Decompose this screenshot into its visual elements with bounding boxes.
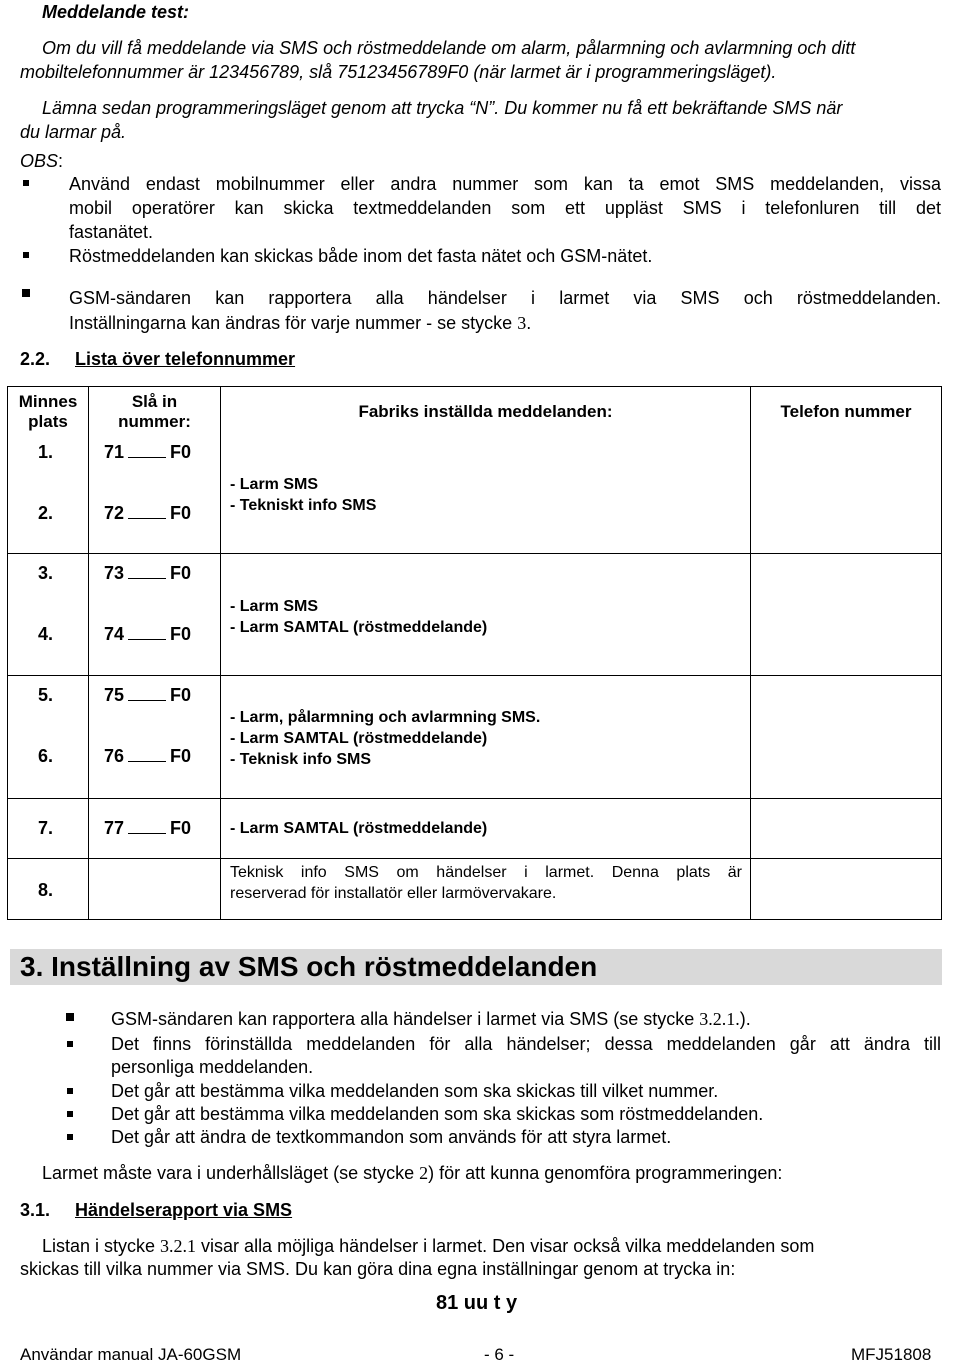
obs-label: [20, 151, 63, 172]
note-text: Larmet måste vara i underhållsläget (se stycke: [42, 1163, 420, 1183]
row-suffix: F0: [170, 503, 192, 523]
message-line: - Larm SMS: [230, 476, 319, 493]
row-position: 8.: [38, 880, 54, 900]
bullet-text: GSM-sändaren kan rapportera alla händelser i larmet via SMS (se stycke: [111, 1009, 700, 1029]
obs-bullet-1-line2: mobil operatörer kan skicka textmeddelanden som ett uppläst SMS i telefonluren till det: [69, 198, 941, 218]
message-line: - Larm, pålarmning och avlarmning SMS.: [230, 709, 541, 726]
section-3-bullet-2-line1: Det finns förinställda meddelanden för alla händelser; dessa meddelanden går att ändra till: [111, 1034, 941, 1054]
bullet-tail: ).: [739, 1009, 751, 1029]
row-position: 5.: [38, 685, 54, 705]
obs-bullet-2: Röstmeddelanden kan skickas både inom det fasta nätet och GSM-nätet.: [69, 246, 653, 266]
obs-bullet-1-line3: fastanätet.: [69, 222, 154, 242]
header-memory-slot: [8, 392, 88, 432]
msg-test-para1-line1: Om du vill få meddelande via SMS och röstmeddelande om alarm, pålarmning och avlarmning och ditt: [42, 38, 856, 58]
message-line: reserverad för installatör eller larmövervakare.: [230, 885, 557, 902]
obs-label-colon: :: [58, 151, 64, 171]
msg-test-para2-line2: du larmar på.: [20, 122, 127, 142]
row-code: 74: [104, 624, 125, 644]
message-line: - Larm SAMTAL (röstmeddelande): [230, 730, 488, 747]
msg-test-para1-line2: mobiltelefonnummer är 123456789, slå 75123456789F0 (när larmet är i programmeringsläget).: [20, 62, 777, 82]
obs-bullet-3-line1: GSM-sändaren kan rapportera alla händelser i larmet via SMS och röstmeddelanden.: [69, 288, 941, 308]
row-code: 73: [104, 563, 125, 583]
message-line: - Tekniskt info SMS: [230, 497, 377, 514]
msg-test-para2-line1: Lämna sedan programmeringsläget genom att trycka “N”. Du kommer nu få ett bekräftande SMS när: [42, 98, 843, 118]
header-memory-slot-line2: plats: [28, 412, 68, 431]
header-dial-in-line1: Slå in: [131, 392, 178, 411]
obs-bullet-3-text: Inställningarna kan ändras för varje nummer - se stycke: [69, 313, 518, 333]
section-3-bullet-1: [111, 1009, 751, 1030]
header-dial-in: [89, 392, 220, 432]
bullet-marker: [23, 180, 29, 186]
command-code: 81 uu t y: [436, 1292, 518, 1314]
row-suffix: F0: [170, 624, 192, 644]
bullet-marker: [23, 252, 29, 258]
row-dial-code: [104, 503, 191, 524]
row-dial-code: [104, 746, 191, 767]
row-suffix: F0: [170, 563, 192, 583]
message-line: - Larm SAMTAL (röstmeddelande): [230, 619, 488, 636]
message-line: - Larm SMS: [230, 598, 319, 615]
row-dial-code: [104, 563, 191, 584]
message-group-1: [230, 474, 376, 516]
section-22-number: 2.2.: [20, 349, 51, 369]
bullet-marker: [66, 1013, 74, 1021]
row-dial-code: [104, 818, 191, 839]
body-text: Listan i stycke: [42, 1236, 161, 1256]
section-3-bullet-3: Det går att bestämma vilka meddelanden som ska skickas till vilket nummer.: [111, 1081, 719, 1101]
section-ref: 3.2.1.: [699, 1009, 740, 1029]
section-ref: 3.2.1: [160, 1236, 197, 1256]
header-dial-in-line2: nummer:: [118, 412, 191, 431]
header-memory-slot-line1: Minnes: [18, 392, 78, 411]
section-31-line2: skickas till vilka nummer via SMS. Du kan göra dina egna inställningar genom at trycka in:: [20, 1259, 736, 1279]
row-position: 6.: [38, 746, 54, 766]
note-text: ) för att kunna genomföra programmeringen:: [428, 1163, 783, 1183]
message-line: Teknisk info SMS om händelser i larmet. Denna plats är: [230, 864, 742, 881]
message-group-4: [230, 818, 487, 839]
row-position: 3.: [38, 563, 54, 583]
obs-bullet-1-line1: Använd endast mobilnummer eller andra nummer som kan ta emot SMS meddelanden, vissa: [69, 174, 941, 194]
header-factory-messages: Fabriks inställda meddelanden:: [358, 402, 613, 421]
row-code: 77: [104, 818, 125, 838]
section-31-line1: [42, 1236, 941, 1257]
row-position: 2.: [38, 503, 54, 523]
footer-manual-title: Användar manual JA-60GSM: [20, 1345, 242, 1364]
section-ref: 3: [517, 313, 527, 333]
row-dial-code: [104, 685, 191, 706]
row-suffix: F0: [170, 442, 192, 462]
row-position: 4.: [38, 624, 54, 644]
body-text: visar alla möjliga händelser i larmet. Den visar också vilka meddelanden som: [196, 1236, 815, 1256]
section-3-bullet-5: Det går att ändra de textkommandon som används för att styra larmet.: [111, 1127, 672, 1147]
bullet-marker: [67, 1088, 73, 1094]
row-dial-code: [104, 624, 191, 645]
row-suffix: F0: [170, 746, 192, 766]
row-code: 71: [104, 442, 125, 462]
section-3-bullet-2-line2: personliga meddelanden.: [111, 1057, 314, 1077]
footer-page-number: - 6 -: [484, 1345, 515, 1364]
obs-bullet-3-line2: [69, 313, 531, 334]
row-position: 1.: [38, 442, 54, 462]
row-code: 75: [104, 685, 125, 705]
section-3-title: 3. Inställning av SMS och röstmeddelanden: [20, 951, 598, 982]
maintenance-mode-note: [42, 1163, 782, 1184]
footer-doc-code: MFJ51808: [851, 1345, 932, 1364]
row-code: 72: [104, 503, 125, 523]
message-group-3: [230, 707, 540, 770]
row-code: 76: [104, 746, 125, 766]
section-ref: 2: [419, 1163, 429, 1183]
message-line: - Larm SAMTAL (röstmeddelande): [230, 820, 488, 837]
bullet-marker: [67, 1134, 73, 1140]
bullet-marker: [22, 289, 30, 297]
section-3-bullet-4: Det går att bestämma vilka meddelanden som ska skickas som röstmeddelanden.: [111, 1104, 764, 1124]
bullet-marker: [67, 1041, 73, 1047]
row-suffix: F0: [170, 818, 192, 838]
section-31-number: 3.1.: [20, 1200, 51, 1220]
section-31-title: Händelserapport via SMS: [75, 1200, 293, 1220]
header-phone-number: Telefon nummer: [780, 402, 912, 421]
row-position: 7.: [38, 818, 54, 838]
message-group-2: [230, 596, 487, 638]
message-group-5: [230, 862, 742, 904]
message-line: - Teknisk info SMS: [230, 751, 372, 768]
msg-test-title: Meddelande test:: [42, 2, 190, 22]
obs-bullet-3-tail: .: [526, 313, 532, 333]
row-suffix: F0: [170, 685, 192, 705]
section-22-title: Lista över telefonnummer: [75, 349, 296, 369]
bullet-marker: [67, 1111, 73, 1117]
obs-label-text: OBS: [20, 151, 59, 171]
row-dial-code: [104, 442, 191, 463]
